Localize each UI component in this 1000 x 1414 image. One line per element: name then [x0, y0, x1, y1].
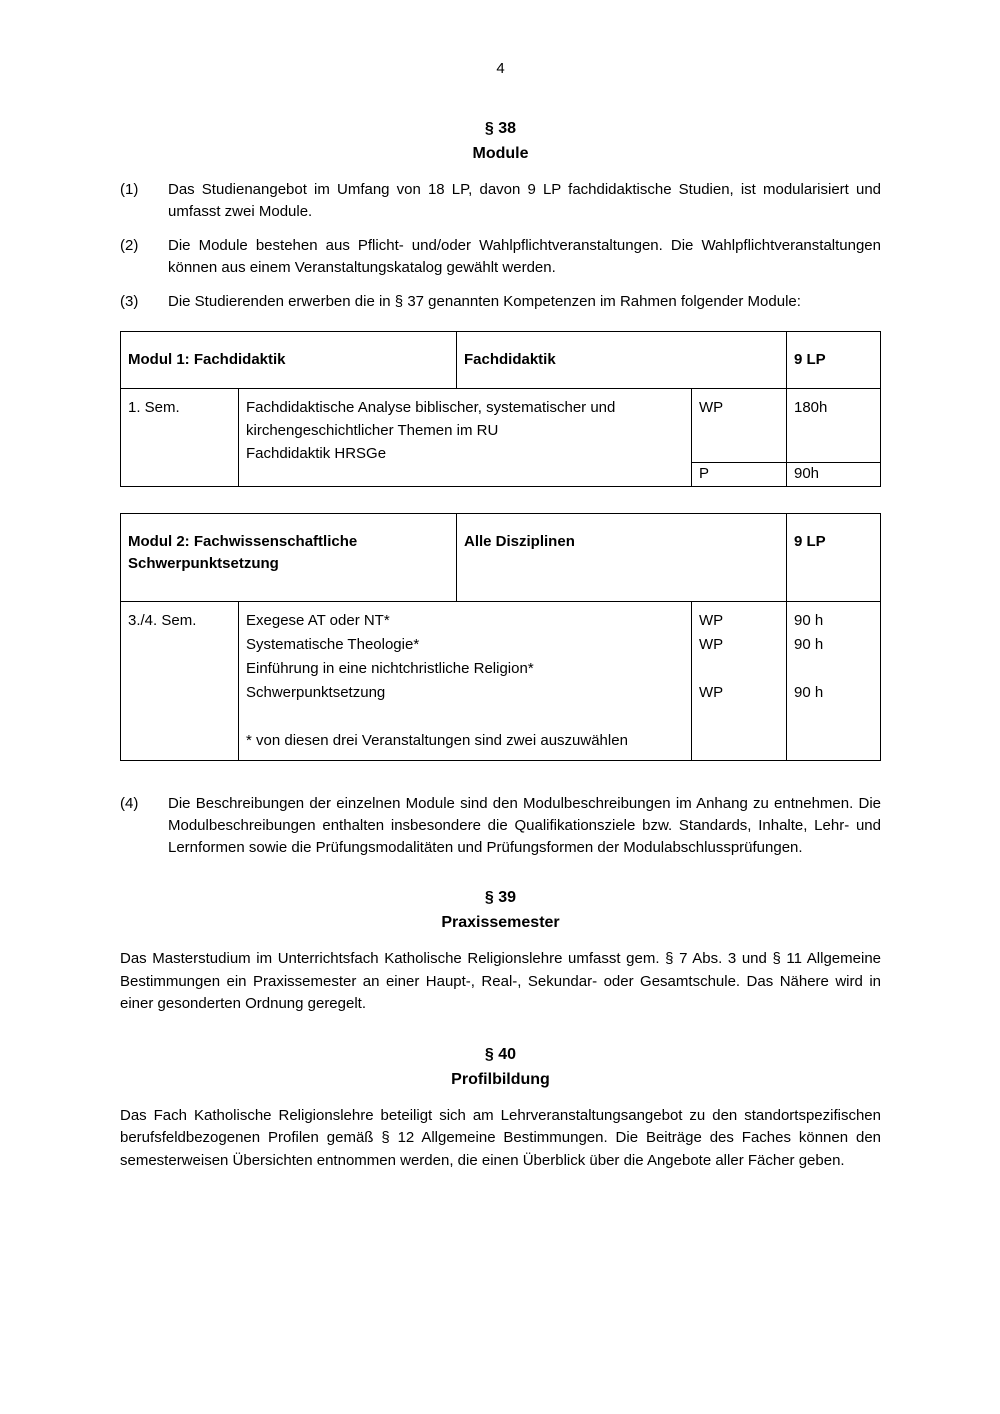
section-39-heading [120, 885, 881, 935]
module-table-2-wp-2: WP [699, 636, 724, 653]
paragraph-3-text: Die Studierenden erwerben die in § 37 genannten Kompetenzen im Rahmen folgender Module: [168, 293, 801, 310]
section-38-heading [120, 116, 881, 166]
module-table-1-header-discipline: Fachdidaktik [456, 332, 786, 388]
section-39-text: Das Masterstudium im Unterrichtsfach Katholische Religionslehre umfasst gem. § 7 Abs. 3 und § 11 Allgemeine Bestimmungen ein Praxissemester an einer Haupt-, Real-, Sekundar- oder Gesamtschule. Das Nähere wird in einer gesonderten Ordnung geregelt. [120, 950, 881, 1012]
module-table-1-header [121, 332, 880, 389]
module-table-1-course-2: Fachdidaktik HRSGe [246, 445, 387, 462]
module-table-2-course-3: Einführung in eine nichtchristliche Religion* [246, 660, 534, 677]
paragraph-2 [120, 235, 881, 279]
module-table-2-course-2: Systematische Theologie* [246, 636, 420, 653]
section-40-heading [120, 1042, 881, 1092]
module-table-2-hours-3 [794, 657, 873, 681]
module-table-2-header-discipline: Alle Disziplinen [456, 514, 786, 601]
paragraph-4 [120, 793, 881, 859]
section-40-title: Profilbildung [451, 1070, 550, 1088]
paragraph-1-marker: (1) [120, 181, 139, 198]
module-table-2-hours-1: 90 h [794, 612, 824, 629]
module-table-1-course-1: Fachdidaktische Analyse biblischer, systematischer und kirchengeschichtlicher Themen im RU [246, 399, 616, 439]
module-table-1-wp-bottom: P [692, 462, 786, 486]
section-40-text: Das Fach Katholische Religionslehre beteiligt sich am Lehrveranstaltungsangebot zu den standortspezifischen berufsfeldbezogenen Profilen gemäß § 12 Allgemeine Bestimmungen. Die Beiträge des Faches können den semesterweisen Übersichten entnommen werden, die einen Überblick über die Angebote aller Fächer geben. [120, 1106, 881, 1169]
section-40-number: § 40 [484, 1045, 517, 1063]
module-table-2-hours-4: 90 h [794, 684, 824, 701]
module-table-2-spacer [246, 705, 684, 729]
module-table-2-semester: 3./4. Sem. [128, 612, 197, 629]
module-table-1-wp-top: WP [699, 399, 724, 416]
paragraph-1-text: Das Studienangebot im Umfang von 18 LP, davon 9 LP fachdidaktische Studien, ist modularisiert und umfasst zwei Module. [168, 181, 881, 220]
section-39-number: § 39 [484, 889, 517, 906]
module-table-2-header-module: Modul 2: Fachwissenschaftliche Schwerpunktsetzung [128, 533, 358, 572]
paragraph-3-marker: (3) [120, 293, 139, 310]
module-table-1-header-module: Modul 1: Fachdidaktik [128, 351, 286, 368]
module-table-1-semester: 1. Sem. [128, 399, 180, 416]
module-table-1-row [121, 389, 880, 486]
module-table-2-course-1: Exegese AT oder NT* [246, 612, 390, 629]
module-table-2-footnote: * von diesen drei Veranstaltungen sind zwei auszuwählen [246, 732, 628, 749]
module-table-1-header-lp: 9 LP [786, 332, 880, 388]
module-table-1-courses [238, 389, 691, 486]
module-table-1-hours-column [786, 389, 880, 486]
module-table-2-header [121, 514, 880, 602]
module-table-1-hours-top: 180h [794, 399, 828, 416]
module-table-1-wp-column [691, 389, 786, 486]
paragraph-1 [120, 179, 881, 223]
section-39-title: Praxissemester [441, 914, 560, 931]
page-number: 4 [496, 60, 505, 77]
section-38-number: § 38 [484, 120, 517, 137]
paragraph-2-text: Die Module bestehen aus Pflicht- und/oder Wahlpflichtveranstaltungen. Die Wahlpflichtveranstaltungen können aus einem Veranstaltungskatalog gewählt werden. [168, 237, 881, 276]
module-table-1-hours-bottom: 90h [787, 462, 880, 486]
paragraph-4-marker: (4) [120, 795, 139, 812]
module-table-2 [120, 513, 881, 761]
module-table-2-wp-3 [699, 657, 779, 681]
section-38-title: Module [472, 145, 529, 162]
module-table-2-courses [238, 602, 691, 760]
module-table-2-wp-4: WP [699, 684, 724, 701]
module-table-2-course-4: Schwerpunktsetzung [246, 684, 386, 701]
module-table-1 [120, 331, 881, 487]
module-table-2-header-lp: 9 LP [786, 514, 880, 601]
module-table-2-wp-column [691, 602, 786, 760]
module-table-2-hours-2: 90 h [794, 636, 824, 653]
paragraph-3 [120, 291, 881, 313]
module-table-2-wp-1: WP [699, 612, 724, 629]
module-table-2-hours-column [786, 602, 880, 760]
paragraph-2-marker: (2) [120, 237, 139, 254]
module-table-2-row [121, 602, 880, 760]
paragraph-4-text: Die Beschreibungen der einzelnen Module sind den Modulbeschreibungen im Anhang zu entnehmen. Die Modulbeschreibungen enthalten insbesondere die Qualifikationsziele bzw. Standards, Inhalte, Lehr- und Lernformen sowie die Prüfungsmodalitäten und Prüfungsformen der Modulabschlussprüfungen. [168, 795, 881, 856]
